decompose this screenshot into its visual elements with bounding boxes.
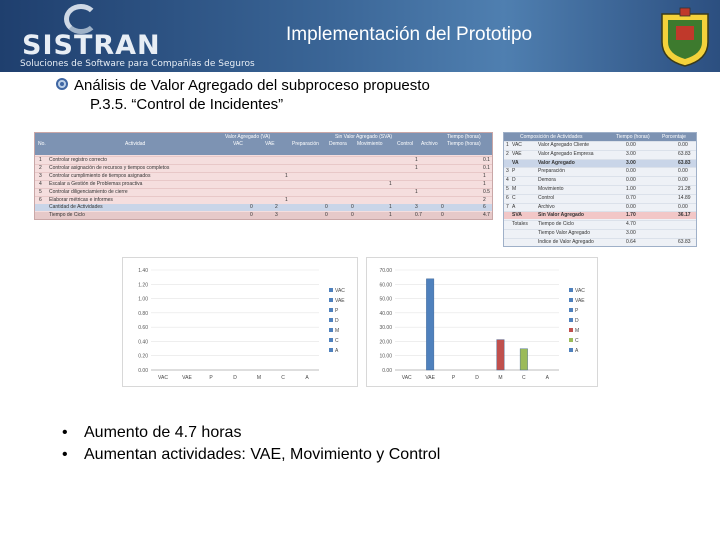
time-vac: 0 — [250, 212, 253, 218]
composition-row — [504, 229, 696, 237]
y-tick-label: 0.20 — [138, 353, 148, 360]
composition-cell-code: C — [512, 194, 516, 201]
count-vac: 0 — [250, 204, 253, 210]
time-prep: 0 — [325, 212, 328, 218]
time-dem: 0 — [351, 212, 354, 218]
col-header-vae: VAE — [265, 141, 275, 147]
legend-label: D — [335, 318, 339, 324]
col-header-tiempo: Tiempo (horas) — [447, 141, 481, 147]
composition-cell-name: Valor Agregado Empresa — [538, 150, 594, 157]
activity-cell-ctl: 1 — [415, 189, 418, 195]
composition-cell-t: 0.00 — [626, 142, 636, 148]
composition-cell-name: Preparación — [538, 168, 565, 175]
conclusion-list — [58, 422, 440, 466]
composition-cell-t: 1.00 — [626, 186, 636, 192]
time-arc: 0 — [441, 212, 444, 218]
activity-table — [34, 132, 493, 220]
x-tick-label: D — [475, 375, 479, 381]
composition-cell-name: Indice de Valor Agregado — [538, 238, 594, 245]
composition-row — [504, 176, 696, 184]
composition-cell-p: 63.83 — [678, 238, 691, 245]
composition-cell-t: 1.70 — [626, 212, 636, 219]
x-tick-label: VAE — [425, 375, 435, 381]
activity-cell-no: 5 — [39, 189, 42, 195]
y-tick-label: 1.00 — [138, 296, 148, 303]
composition-cell-p: 63.83 — [678, 150, 691, 157]
activity-cell-ctl: 1 — [415, 157, 418, 163]
comp-header-percent: Porcentaje — [662, 134, 686, 140]
section-heading — [74, 76, 514, 114]
legend-label: M — [575, 328, 580, 334]
composition-cell-code: SVA — [512, 212, 522, 219]
activity-cell-ctl: 1 — [415, 165, 418, 171]
y-tick-label: 0.40 — [138, 339, 148, 346]
y-tick-label: 0.00 — [382, 368, 392, 374]
composition-cell-p: 0.00 — [678, 142, 688, 148]
y-tick-label: 20.00 — [379, 339, 392, 346]
composition-cell-code: VA — [512, 159, 519, 166]
composition-row — [504, 211, 696, 219]
legend-swatch — [569, 298, 573, 302]
legend-label: A — [335, 348, 339, 354]
legend-swatch — [329, 318, 333, 322]
col-header-demora: Demora — [329, 141, 347, 147]
composition-cell-n: 5 — [506, 186, 509, 192]
legend-label: VAE — [575, 298, 585, 304]
chart-after — [366, 257, 598, 387]
count-label: Cantidad de Actividades — [49, 204, 103, 210]
count-row — [35, 204, 492, 211]
group-header-sva: Sin Valor Agregado (SVA) — [335, 134, 393, 140]
sistran-logo — [10, 4, 255, 70]
cycle-time-label: Tiempo de Ciclo — [49, 212, 85, 218]
chart-before-svg — [123, 258, 359, 388]
legend-label: VAE — [335, 298, 345, 304]
legend-label: VAC — [335, 288, 345, 294]
composition-cell-n: 1 — [506, 142, 509, 148]
activity-cell-act: Controlar asignación de recursos y tiempos completos — [49, 165, 170, 171]
activity-cell-act: Escalar a Gestión de Problemas proactiva — [49, 181, 143, 187]
col-header-actividad: Actividad — [125, 141, 146, 147]
composition-cell-t: 3.00 — [626, 230, 636, 236]
composition-cell-name: Tiempo Valor Agregado — [538, 230, 590, 236]
heading-bullet-icon — [56, 78, 68, 90]
composition-cell-name: Demora — [538, 177, 556, 184]
composition-row — [504, 167, 696, 175]
count-mov: 1 — [389, 204, 392, 210]
legend-label: P — [335, 308, 339, 314]
chart-before — [122, 257, 358, 387]
legend-swatch — [569, 328, 573, 332]
y-tick-label: 30.00 — [379, 325, 392, 332]
x-tick-label: VAC — [158, 375, 168, 381]
x-tick-label: VAE — [182, 375, 192, 381]
composition-cell-t: 3.00 — [626, 150, 636, 157]
composition-row — [504, 185, 696, 193]
activity-row — [35, 196, 492, 203]
time-ctl: 0.7 — [415, 212, 422, 218]
time-total: 4.7 — [483, 212, 490, 218]
composition-cell-t: 0.00 — [626, 203, 636, 210]
composition-cell-t: 3.00 — [626, 159, 636, 166]
x-tick-label: A — [545, 375, 549, 381]
composition-cell-code: VAC — [512, 142, 522, 148]
activity-cell-no: 2 — [39, 165, 42, 171]
composition-cell-name: Archivo — [538, 203, 555, 210]
activity-cell-act: Controlar registro correcto — [49, 157, 108, 163]
group-header-time: Tiempo (horas) — [447, 134, 481, 140]
legend-swatch — [569, 318, 573, 322]
legend-swatch — [329, 308, 333, 312]
x-tick-label: M — [256, 375, 262, 381]
col-header-movimiento: Movimiento — [357, 141, 383, 147]
x-tick-label: C — [522, 375, 526, 381]
bar — [426, 279, 433, 370]
composition-cell-p: 36.17 — [678, 212, 691, 219]
composition-row — [504, 238, 696, 246]
col-header-archivo: Archivo — [421, 141, 438, 147]
x-tick-label: M — [498, 375, 503, 381]
composition-cell-name: Movimiento — [538, 186, 564, 192]
chart-after-svg — [367, 258, 599, 388]
activity-cell-act: Elaborar métricas e informes — [49, 197, 113, 203]
composition-row — [504, 194, 696, 202]
legend-swatch — [329, 288, 333, 292]
activity-row — [35, 188, 492, 195]
composition-cell-name: Valor Agregado Cliente — [538, 142, 590, 148]
legend-swatch — [569, 288, 573, 292]
bar — [520, 349, 527, 370]
conclusion-item: • Aumento de 4.7 horas — [58, 422, 440, 444]
composition-cell-t: 4.70 — [626, 221, 636, 228]
legend-label: C — [575, 338, 579, 344]
composition-row — [504, 220, 696, 228]
composition-cell-name: Control — [538, 194, 555, 201]
composition-cell-p: 0.00 — [678, 177, 688, 184]
header-bar — [0, 0, 720, 72]
col-header-no: No. — [38, 141, 46, 147]
time-vae: 3 — [275, 212, 278, 218]
logo-text: SISTRAN — [22, 30, 161, 61]
activity-cell-act: Controlar diligenciamiento de cierre — [49, 189, 128, 195]
activity-cell-t: 0.1 — [483, 165, 490, 171]
composition-cell-name: Valor Agregado — [538, 159, 575, 166]
composition-cell-n: 3 — [506, 168, 509, 175]
university-crest-icon — [656, 4, 714, 68]
bar — [497, 340, 504, 370]
y-tick-label: 0.60 — [138, 325, 148, 332]
activity-cell-mov: 1 — [389, 181, 392, 187]
composition-row — [504, 141, 696, 149]
count-dem: 0 — [351, 204, 354, 210]
x-tick-label: C — [281, 375, 285, 381]
activity-cell-act: Controlar cumplimiento de tiempos asignados — [49, 173, 151, 179]
legend-swatch — [569, 338, 573, 342]
activity-cell-vae: 1 — [285, 173, 288, 179]
composition-cell-n: 2 — [506, 150, 509, 157]
count-total: 6 — [483, 204, 486, 210]
activity-cell-t: 0.1 — [483, 157, 490, 163]
comp-header-time: Tiempo (horas) — [616, 134, 650, 140]
legend-label: P — [575, 308, 579, 314]
legend-label: M — [335, 328, 340, 334]
legend-label: C — [335, 338, 339, 344]
legend-swatch — [329, 348, 333, 352]
composition-cell-n: 4 — [506, 177, 509, 184]
legend-swatch — [329, 338, 333, 342]
y-tick-label: 70.00 — [379, 268, 392, 274]
count-arc: 0 — [441, 204, 444, 210]
composition-table-header — [504, 133, 696, 141]
composition-row — [504, 159, 696, 167]
composition-cell-n: 6 — [506, 194, 509, 201]
x-tick-label: VAC — [401, 375, 412, 381]
y-tick-label: 1.40 — [138, 268, 148, 274]
group-header-va: Valor Agregado (VA) — [225, 134, 271, 140]
col-header-control: Control — [397, 141, 414, 147]
composition-cell-t: 0.70 — [626, 194, 636, 201]
x-tick-label: A — [305, 375, 309, 381]
composition-cell-p: 14.89 — [678, 194, 691, 201]
composition-cell-name: Tiempo de Ciclo — [538, 221, 574, 228]
composition-cell-code: A — [512, 203, 516, 210]
y-tick-label: 60.00 — [379, 282, 392, 289]
composition-cell-p: 0.00 — [678, 168, 688, 175]
activity-cell-no: 1 — [39, 157, 42, 163]
col-header-vac: VAC — [233, 141, 243, 147]
time-mov: 1 — [389, 212, 392, 218]
activity-row — [35, 172, 492, 179]
composition-cell-code: VAE — [512, 150, 522, 157]
activity-cell-no: 3 — [39, 173, 42, 179]
y-tick-label: 0.00 — [138, 368, 148, 374]
count-ctl: 3 — [415, 204, 418, 210]
col-header-preparacion: Preparación — [292, 141, 319, 147]
activity-cell-no: 6 — [39, 197, 42, 203]
legend-swatch — [329, 328, 333, 332]
composition-row — [504, 150, 696, 158]
activity-cell-t: 1 — [483, 181, 486, 187]
legend-swatch — [569, 308, 573, 312]
composition-cell-code: M — [512, 186, 517, 192]
composition-cell-code: D — [512, 177, 516, 184]
legend-swatch — [569, 348, 573, 352]
composition-cell-t: 0.00 — [626, 177, 636, 184]
composition-cell-code: Totales — [512, 221, 528, 228]
composition-cell-code: P — [512, 168, 516, 175]
logo-tagline: Soluciones de Software para Compañías de Seguros — [20, 59, 255, 69]
composition-cell-t: 0.64 — [626, 238, 636, 245]
y-tick-label: 10.00 — [379, 353, 392, 360]
composition-row — [504, 203, 696, 211]
count-prep: 0 — [325, 204, 328, 210]
y-tick-label: 40.00 — [379, 310, 392, 317]
y-tick-label: 50.00 — [379, 296, 392, 303]
legend-label: A — [575, 348, 579, 354]
activity-row — [35, 156, 492, 163]
activity-cell-vae: 1 — [285, 197, 288, 203]
activity-cell-no: 4 — [39, 181, 42, 187]
composition-cell-p: 21.28 — [678, 186, 691, 192]
activity-cell-t: 1 — [483, 173, 486, 179]
legend-swatch — [329, 298, 333, 302]
composition-cell-p: 0.00 — [678, 203, 688, 210]
legend-label: D — [575, 318, 579, 324]
cycle-time-row — [35, 212, 492, 219]
x-tick-label: D — [233, 375, 237, 381]
composition-table — [503, 132, 697, 247]
comp-header-activities: Composición de Actividades — [520, 134, 583, 140]
heading-line-1: Análisis de Valor Agregado del subproceso propuesto — [74, 77, 430, 94]
composition-cell-t: 0.00 — [626, 168, 636, 175]
composition-cell-name: Sin Valor Agregado — [538, 212, 584, 219]
activity-cell-t: 0.5 — [483, 189, 490, 195]
activity-row — [35, 164, 492, 171]
count-vae: 2 — [275, 204, 278, 210]
composition-cell-n: 7 — [506, 203, 509, 210]
y-tick-label: 0.80 — [138, 310, 148, 317]
slide-title: Implementación del Prototipo — [286, 24, 533, 45]
x-tick-label: P — [209, 375, 213, 381]
legend-label: VAC — [575, 288, 585, 294]
composition-cell-p: 63.83 — [678, 159, 691, 166]
x-tick-label: P — [451, 375, 456, 381]
heading-line-2: P.3.5. “Control de Incidentes” — [90, 96, 284, 113]
activity-row — [35, 180, 492, 187]
y-tick-label: 1.20 — [138, 282, 148, 289]
conclusion-item: • Aumentan actividades: VAE, Movimiento y Control — [58, 444, 440, 466]
activity-cell-t: 2 — [483, 197, 486, 203]
